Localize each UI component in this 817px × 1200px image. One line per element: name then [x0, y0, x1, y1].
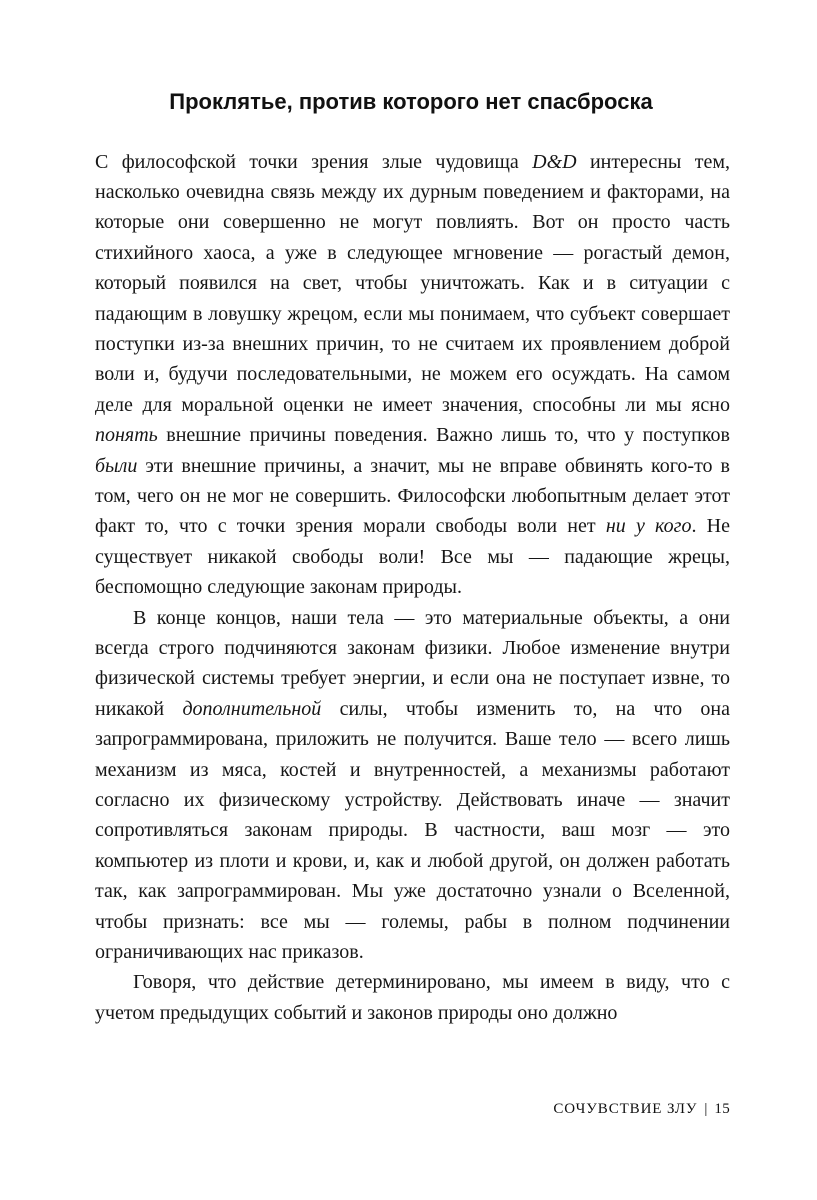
italic-text-segment: дополнительной — [182, 697, 322, 720]
text-segment: внешние причины поведения. Важно лишь то, что у поступков — [157, 424, 730, 447]
text-segment: Говоря, что действие детерминировано, мы имеем в виду, что с учетом предыдущих событий и законов природы оно должно — [95, 971, 730, 1024]
text-segment: . Не существует никакой свободы воли! Все мы — падающие жрецы, беспомощно следующие законам природы. — [95, 515, 730, 599]
paragraph — [95, 967, 730, 1028]
text-segment: С философской точки зрения злые чудовища — [95, 150, 533, 173]
page-number: 15 — [714, 1101, 730, 1117]
italic-text-segment: были — [95, 454, 138, 477]
paragraph — [95, 147, 730, 603]
text-segment: В конце концов, наши тела — это материальные объекты, а они всегда строго подчиняются законам физики. Любое изменение внутри физической системы требует энергии, и если она не поступает извне, то никакой — [95, 606, 730, 720]
italic-text-segment: D&D — [532, 150, 577, 173]
footer-separator: | — [704, 1101, 708, 1117]
text-segment: эти внешние причины, а значит, мы не вправе обвинять кого-то в том, чего он не мог не совершить. Философски любопытным делает этот факт то, что с точки зрения морали свободы воли нет — [95, 454, 730, 538]
page-footer — [553, 1101, 730, 1118]
italic-text-segment: понять — [95, 424, 158, 447]
text-segment: силы, чтобы изменить то, на что она запрограммирована, приложить не получится. Ваше тело — всего лишь механизм из мяса, костей и внутренностей, а механизмы работают согласно их физическому устройству. Действовать иначе — значит сопротивляться законам природы. В частности, ваш мозг — это компьютер из плоти и крови, и, как и любой другой, он должен работать так, как запрограммирован. Мы уже достаточно узнали о Вселенной, чтобы признать: все мы — големы, рабы в полном подчинении ограничивающих нас приказов. — [95, 697, 730, 964]
text-segment: интересны тем, насколько очевидна связь между их дурным поведением и факторами, на которые они совершенно не могут повлиять. Вот он просто часть стихийного хаоса, а уже в следующее мгновение — рогастый демон, который появился на свет, чтобы уничтожать. Как и в ситуации с падающим в ловушку жрецом, если мы понимаем, что субъект совершает поступки из-за внешних причин, то не считаем их проявлением доброй воли и, будучи последовательными, не можем его осуждать. На самом деле для моральной оценки не имеет значения, способны ли мы ясно — [95, 150, 730, 416]
paragraph — [95, 603, 730, 968]
running-head: СОЧУВСТВИЕ ЗЛУ — [553, 1101, 698, 1117]
italic-text-segment: ни у кого — [605, 515, 692, 538]
body-text — [0, 147, 817, 1029]
chapter-heading: Проклятье, против которого нет спасброска — [169, 89, 653, 114]
